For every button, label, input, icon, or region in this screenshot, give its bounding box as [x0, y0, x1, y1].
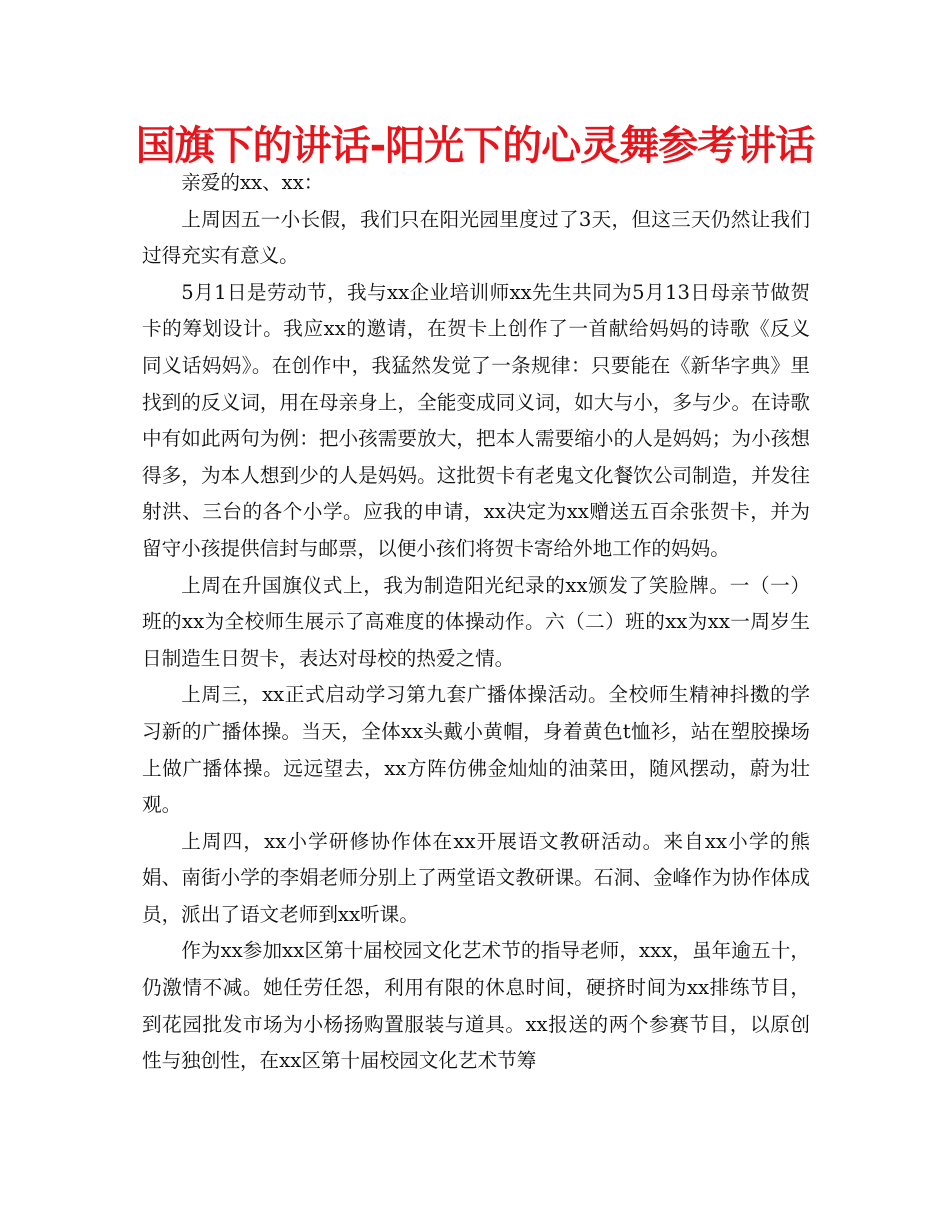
body-paragraph: 上周四，xx小学研修协作体在xx开展语文教研活动。来自xx小学的熊娟、南街小学的李娟老师分别上了两堂语文教研课。石洞、金峰作为协作体成员，派出了语文老师到xx听课。: [142, 829, 810, 926]
document-body: [142, 165, 810, 1080]
body-paragraph: 上周因五一小长假，我们只在阳光园里度过了3天，但这三天仍然让我们过得充实有意义。: [142, 207, 810, 268]
document-title: 国旗下的讲话-阳光下的心灵舞参考讲话: [135, 123, 815, 169]
body-paragraph: 上周在升国旗仪式上，我为制造阳光纪录的xx颁发了笑脸牌。一（一）班的xx为全校师生展示了高难度的体操动作。六（二）班的xx为xx一周岁生日制造生日贺卡，表达对母校的热爱之情。: [142, 573, 810, 670]
greeting-paragraph: 亲爱的xx、xx：: [181, 171, 324, 194]
body-paragraph: 上周三，xx正式启动学习第九套广播体操活动。全校师生精神抖擞的学习新的广播体操。当天，全体xx头戴小黄帽，身着黄色t恤衫，站在塑胶操场上做广播体操。远远望去，xx方阵仿佛金灿灿的油菜田，随风摆动，蔚为壮观。: [142, 683, 810, 817]
body-paragraph: 5月1日是劳动节，我与xx企业培训师xx先生共同为5月13日母亲节做贺卡的筹划设计。我应xx的邀请，在贺卡上创作了一首献给妈妈的诗歌《反义同义话妈妈》。在创作中，我猛然发觉了一条规律：只要能在《新华字典》里找到的反义词，用在母亲身上，全能变成同义词，如大与小，多与少。在诗歌中有如此两句为例：把小孩需要放大，把本人需要缩小的人是妈妈；为小孩想得多，为本人想到少的人是妈妈。这批贺卡有老鬼文化餐饮公司制造，并发往射洪、三台的各个小学。应我的申请，xx决定为xx赠送五百余张贺卡，并为留守小孩提供信封与邮票，以便小孩们将贺卡寄给外地工作的妈妈。: [142, 280, 810, 560]
body-paragraph: 作为xx参加xx区第十届校园文化艺术节的指导老师，xxx，虽年逾五十，仍激情不减。她任劳任怨，利用有限的休息时间，硬挤时间为xx排练节目，到花园批发市场为小杨扬购置服装与道具。xx报送的两个参赛节目，以原创性与独创性，在xx区第十届校园文化艺术节筹: [142, 939, 810, 1073]
